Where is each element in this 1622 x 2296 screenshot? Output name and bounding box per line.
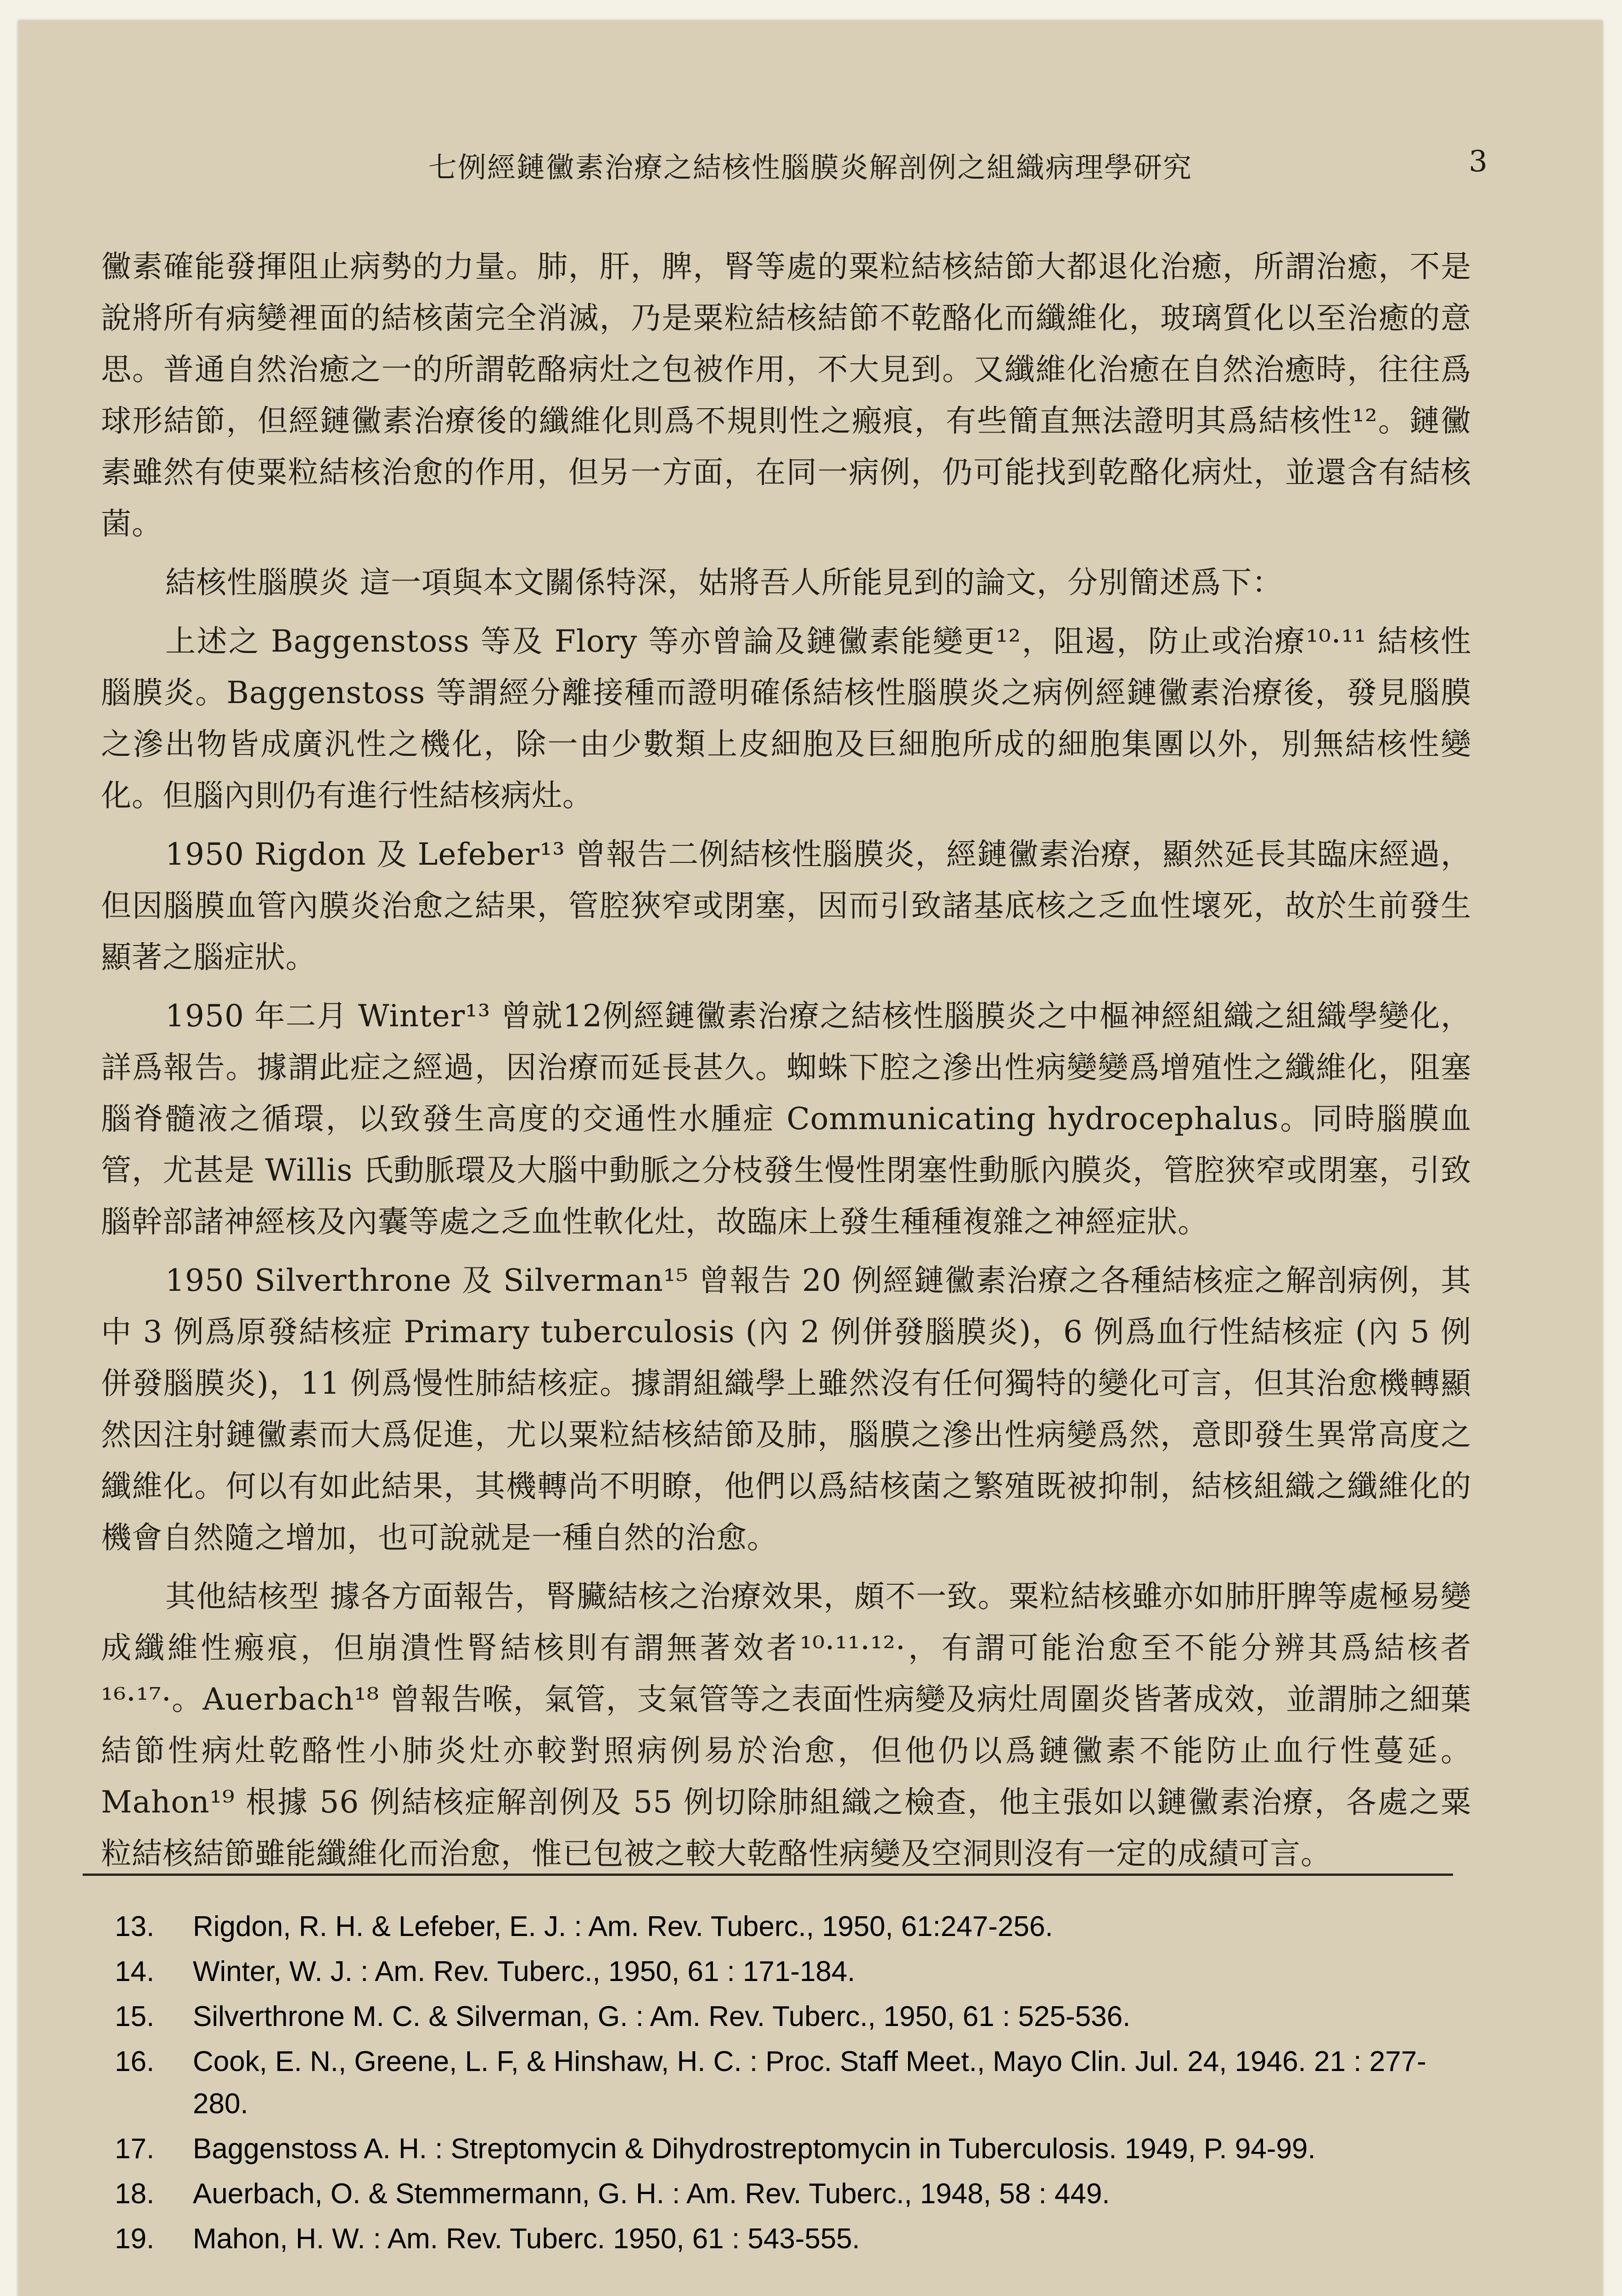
reference-text: Auerbach, O. & Stemmermann, G. H. : Am. Rev. Tuberc., 1948, 58 : 449. xyxy=(193,2178,1110,2210)
reference-number: 19. xyxy=(115,2223,155,2255)
paragraph: 1950 年二月 Winter¹³ 曾就12例經鏈黴素治療之結核性腦膜炎之中樞神經組織之組織學變化，詳爲報告。據謂此症之經過，因治療而延長甚久。蜘蛛下腔之滲出性病變變爲增殖性之纖維化，阻塞腦脊髓液之循環，以致發生高度的交通性水腫症 Communicating hydrocephalus。同時腦膜血管，尤甚是 Willis 氏動脈環及大腦中動脈之分枝發生慢性閉塞性動脈內膜炎，管腔狹窄或閉塞，引致腦幹部諸神經核及內囊等處之乏血性軟化灶，故臨床上發生種種複雜之神經症狀。 xyxy=(101,998,1471,1239)
running-title: 七例經鏈黴素治療之結核性腦膜炎解剖例之組織病理學研究 xyxy=(428,151,1192,184)
paragraph: 結核性腦膜炎 這一項與本文關係特深，姑將吾人所能見到的論文，分別簡述爲下： xyxy=(165,565,1283,600)
reference-text: Rigdon, R. H. & Lefeber, E. J. : Am. Rev. Tuberc., 1950, 61:247-256. xyxy=(193,1911,1053,1942)
paragraph: 1950 Silverthrone 及 Silverman¹⁵ 曾報告 20 例經鏈黴素治療之各種結核症之解剖病例，其中 3 例爲原發結核症 Primary tuberculosis (內 2 例併發腦膜炎)，6 例爲血行性結核症 (內 5 例併發腦膜炎)，11 例爲慢性肺結核症。據謂組織學上雖然沒有任何獨特的變化可言，但其治愈機轉顯然因注射鏈黴素而大爲促進，尤以粟粒結核結節及肺，腦膜之滲出性病變爲然，意即發生異常高度之纖維化。何以有如此結果，其機轉尚不明瞭，他們以爲結核菌之繁殖既被抑制，結核組織之纖維化的機會自然隨之增加，也可說就是一種自然的治愈。 xyxy=(101,1263,1471,1555)
reference-number: 16. xyxy=(115,2046,155,2077)
footnote-divider xyxy=(83,1874,1453,1876)
reference-item xyxy=(115,1996,1451,2038)
reference-number: 18. xyxy=(115,2178,155,2210)
page-header xyxy=(18,145,1602,186)
reference-text: Winter, W. J. : Am. Rev. Tuberc., 1950, 61 : 171-184. xyxy=(193,1956,855,1987)
reference-item xyxy=(115,2041,1451,2125)
reference-text: Mahon, H. W. : Am. Rev. Tuberc. 1950, 61 : 543-555. xyxy=(193,2223,860,2255)
reference-list xyxy=(115,1906,1451,2263)
reference-number: 13. xyxy=(115,1911,155,1942)
reference-number: 15. xyxy=(115,2001,155,2032)
paragraph: 上述之 Baggenstoss 等及 Flory 等亦曾論及鏈黴素能變更¹²，阻遏，防止或治療¹⁰·¹¹ 結核性腦膜炎。Baggenstoss 等謂經分離接種而證明確係結核性腦膜炎之病例經鏈黴素治療後，發見腦膜之滲出物皆成廣汎性之機化，除一由少數類上皮細胞及巨細胞所成的細胞集團以外，別無結核性變化。但腦內則仍有進行性結核病灶。 xyxy=(101,624,1471,813)
reference-text: Cook, E. N., Greene, L. F, & Hinshaw, H. C. : Proc. Staff Meet., Mayo Clin. Jul. 24, 1946. 21 : 277-280. xyxy=(193,2046,1426,2120)
reference-item xyxy=(115,2128,1451,2170)
reference-item xyxy=(115,2173,1451,2215)
reference-text: Baggenstoss A. H. : Streptomycin & Dihydrostreptomycin in Tuberculosis. 1949, P. 94-99. xyxy=(193,2133,1316,2165)
reference-item xyxy=(115,2218,1451,2260)
reference-number: 17. xyxy=(115,2133,155,2165)
body-text xyxy=(101,241,1471,1880)
reference-number: 14. xyxy=(115,1956,155,1987)
paragraph: 其他結核型 據各方面報告，腎臟結核之治療效果，頗不一致。粟粒結核雖亦如肺肝脾等處極易變成纖維性瘢痕，但崩潰性腎結核則有謂無著效者¹⁰·¹¹·¹²·，有謂可能治愈至不能分辨其爲結核者¹⁶·¹⁷·。Auerbach¹⁸ 曾報告喉，氣管，支氣管等之表面性病變及病灶周圍炎皆著成效，並謂肺之細葉結節性病灶乾酪性小肺炎灶亦較對照病例易於治愈，但他仍以爲鏈黴素不能防止血行性蔓延。Mahon¹⁹ 根據 56 例結核症解剖例及 55 例切除肺組織之檢查，他主張如以鏈黴素治療，各處之粟粒結核結節雖能纖維化而治愈，惟已包被之較大乾酪性病變及空洞則沒有一定的成績可言。 xyxy=(101,1579,1471,1871)
reference-item xyxy=(115,1906,1451,1948)
page-number: 3 xyxy=(1469,145,1487,179)
paragraph: 黴素確能發揮阻止病勢的力量。肺，肝，脾，腎等處的粟粒結核結節大都退化治癒，所謂治癒，不是說將所有病變裡面的結核菌完全消滅，乃是粟粒結核結節不乾酪化而纖維化，玻璃質化以至治癒的意思。普通自然治癒之一的所謂乾酪病灶之包被作用，不大見到。又纖維化治癒在自然治癒時，往往爲球形結節，但經鏈黴素治療後的纖維化則爲不規則性之瘢痕，有些簡直無法證明其爲結核性¹²。鏈黴素雖然有使粟粒結核治愈的作用，但另一方面，在同一病例，仍可能找到乾酪化病灶，並還含有結核菌。 xyxy=(101,249,1471,541)
paragraph: 1950 Rigdon 及 Lefeber¹³ 曾報告二例結核性腦膜炎，經鏈黴素治療，顯然延長其臨床經過，但因腦膜血管內膜炎治愈之結果，管腔狹窄或閉塞，因而引致諸基底核之乏血性壞死，故於生前發生顯著之腦症狀。 xyxy=(101,837,1471,975)
reference-text: Silverthrone M. C. & Silverman, G. : Am. Rev. Tuberc., 1950, 61 : 525-536. xyxy=(193,2001,1131,2032)
reference-item xyxy=(115,1951,1451,1993)
